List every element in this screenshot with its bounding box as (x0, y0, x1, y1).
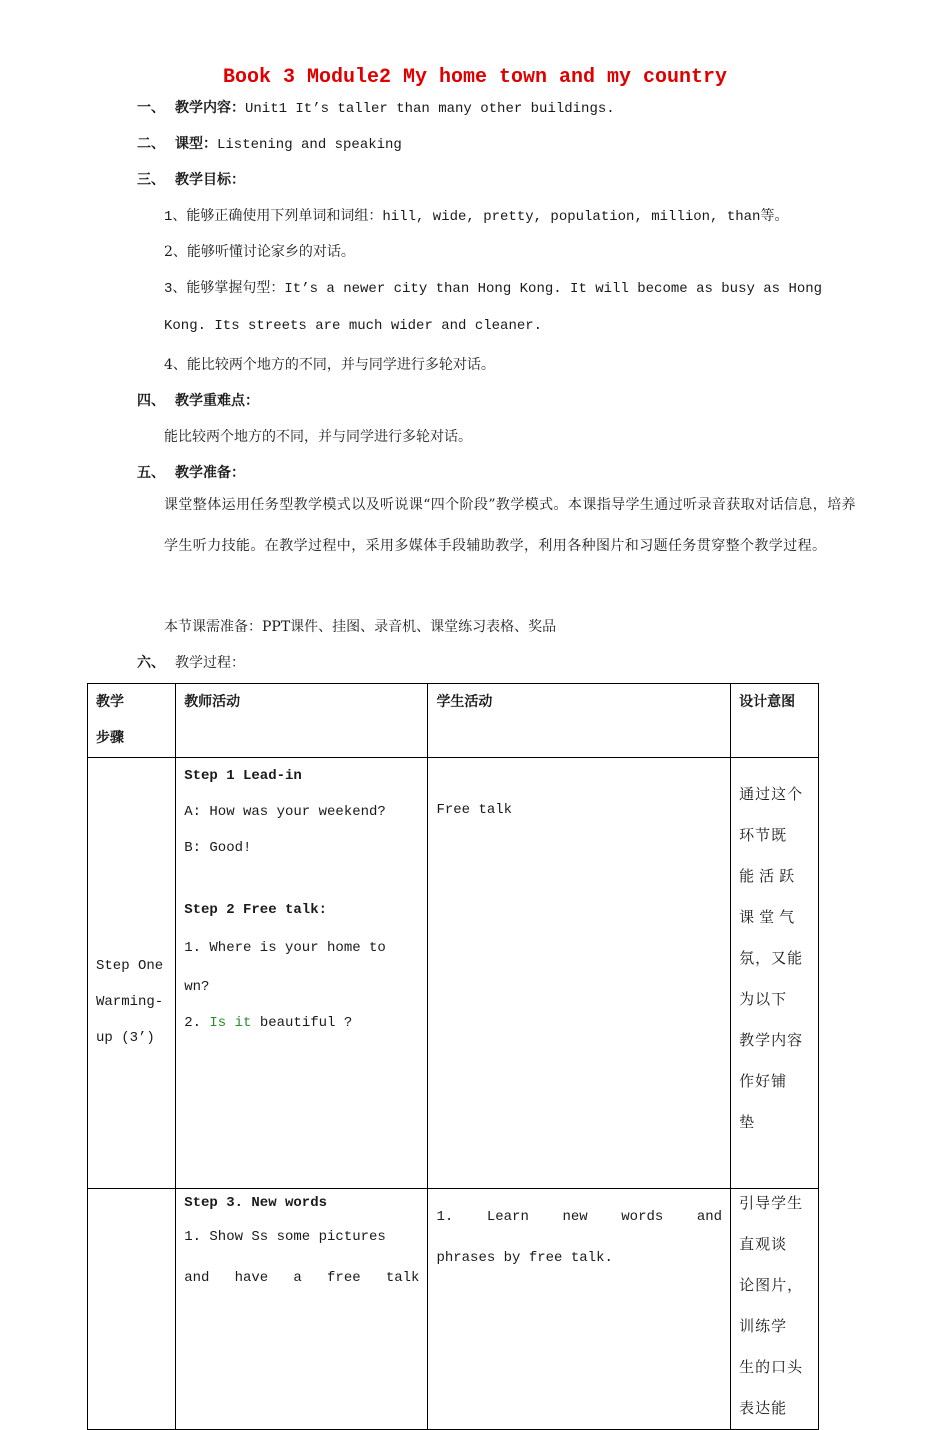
section-text: 教学过程： (175, 655, 245, 671)
section-heading: 教学目标： (175, 172, 245, 188)
objective-1: 1、能够正确使用下列单词和词组：hill, wide, pretty, population, million, than等。 (164, 209, 789, 225)
intent-line: 氛，又能为以下 (739, 949, 804, 1008)
intent-cell (731, 758, 819, 1189)
question-number: 2. (184, 1015, 201, 1031)
preparation-materials: 本节课需准备：PPT课件、挂图、录音机、课堂练习表格、奖品 (164, 619, 557, 635)
intent-line: 垫 (739, 1113, 756, 1131)
student-activity-text: Free talk (436, 802, 513, 818)
header-step-line: 教学 (96, 694, 124, 710)
objective-4: 4、能比较两个地方的不同，并与同学进行多轮对话。 (164, 357, 495, 373)
question-line (184, 1005, 419, 1041)
section-text: Unit1 It’s taller than many other buildings. (245, 101, 615, 117)
section-type (137, 133, 402, 153)
section-process (137, 652, 245, 672)
section-number: 五、 (137, 465, 165, 481)
header-step-line: 步骤 (96, 730, 124, 746)
header-step (88, 684, 176, 758)
section-heading: 教学准备： (175, 465, 245, 481)
table-row (88, 758, 819, 1189)
section-heading: 教学内容： (175, 100, 245, 116)
question-line: wn? (184, 979, 210, 995)
step-label: up (3’) (96, 1030, 155, 1046)
preparation-paragraph: 课堂整体运用任务型教学模式以及听说课“四个阶段”教学模式。本课指导学生通过听录音获取对话信息，培养学生听力技能。在教学过程中，采用多媒体手段辅助教学，利用各种图片和习题任务贯穿整个教学过程。 (164, 497, 856, 554)
step-cell (88, 1189, 176, 1430)
teacher-activity-cell (176, 758, 428, 1189)
step-title: Step 2 Free talk: (184, 902, 328, 918)
step-title: Step 1 Lead-in (184, 768, 302, 784)
table-header-row (88, 684, 819, 758)
teacher-activity-cell (176, 1189, 428, 1430)
section-number: 四、 (137, 393, 165, 409)
table-row (88, 1189, 819, 1430)
activity-line: and have a free talk (184, 1270, 420, 1286)
intent-line: 通过这个环节既 (739, 785, 804, 844)
step-cell (88, 758, 176, 1189)
intent-line: 能活跃课堂气 (739, 867, 800, 926)
activity-line: phrases by free talk. (436, 1250, 613, 1266)
objective-3-cont: Kong. Its streets are much wider and cleaner. (164, 318, 543, 334)
activity-line: 1. Learn new words and (436, 1209, 723, 1225)
section-heading: 教学重难点： (175, 393, 259, 409)
student-activity-cell (428, 1189, 731, 1430)
student-activity-cell (428, 758, 731, 1189)
question-line: 1. Where is your home to (184, 940, 386, 956)
activity-line: 1. Show Ss some pictures (184, 1229, 386, 1245)
section-content (137, 97, 615, 117)
intent-line: 引导学生直观谈 (739, 1194, 804, 1253)
question-text: beautiful ? (259, 1015, 353, 1031)
difficulty-text: 能比较两个地方的不同，并与同学进行多轮对话。 (164, 429, 472, 445)
section-number: 三、 (137, 172, 165, 188)
section-objectives (137, 169, 245, 189)
process-table (87, 683, 819, 1430)
header-teacher: 教师活动 (176, 684, 428, 758)
highlighted-text: Is it (209, 1015, 252, 1031)
section-number: 二、 (137, 136, 165, 152)
header-student: 学生活动 (428, 684, 731, 758)
intent-line: 教学内容作好铺 (739, 1031, 804, 1090)
intent-line: 生的口头表达能 (739, 1358, 804, 1417)
dialogue-line: B: Good! (184, 840, 252, 856)
section-preparation (137, 462, 245, 482)
section-number: 一、 (137, 100, 165, 116)
dialogue-line: A: How was your weekend? (184, 804, 386, 820)
section-number: 六、 (137, 655, 165, 671)
step-label: Step One (96, 958, 164, 974)
objective-2: 2、能够听懂讨论家乡的对话。 (164, 244, 355, 260)
step-label: Warming- (96, 994, 164, 1010)
section-heading: 课型： (175, 136, 217, 152)
step-title: Step 3. New words (184, 1195, 328, 1211)
section-difficulty (137, 390, 259, 410)
page-title: Book 3 Module2 My home town and my country (222, 66, 728, 89)
intent-cell (731, 1189, 819, 1430)
objective-3: 3、能够掌握句型：It’s a newer city than Hong Kong. It will become as busy as Hong (164, 281, 823, 297)
header-intent: 设计意图 (731, 684, 819, 758)
section-text: Listening and speaking (217, 137, 402, 153)
intent-line: 论图片，训练学 (739, 1276, 804, 1335)
